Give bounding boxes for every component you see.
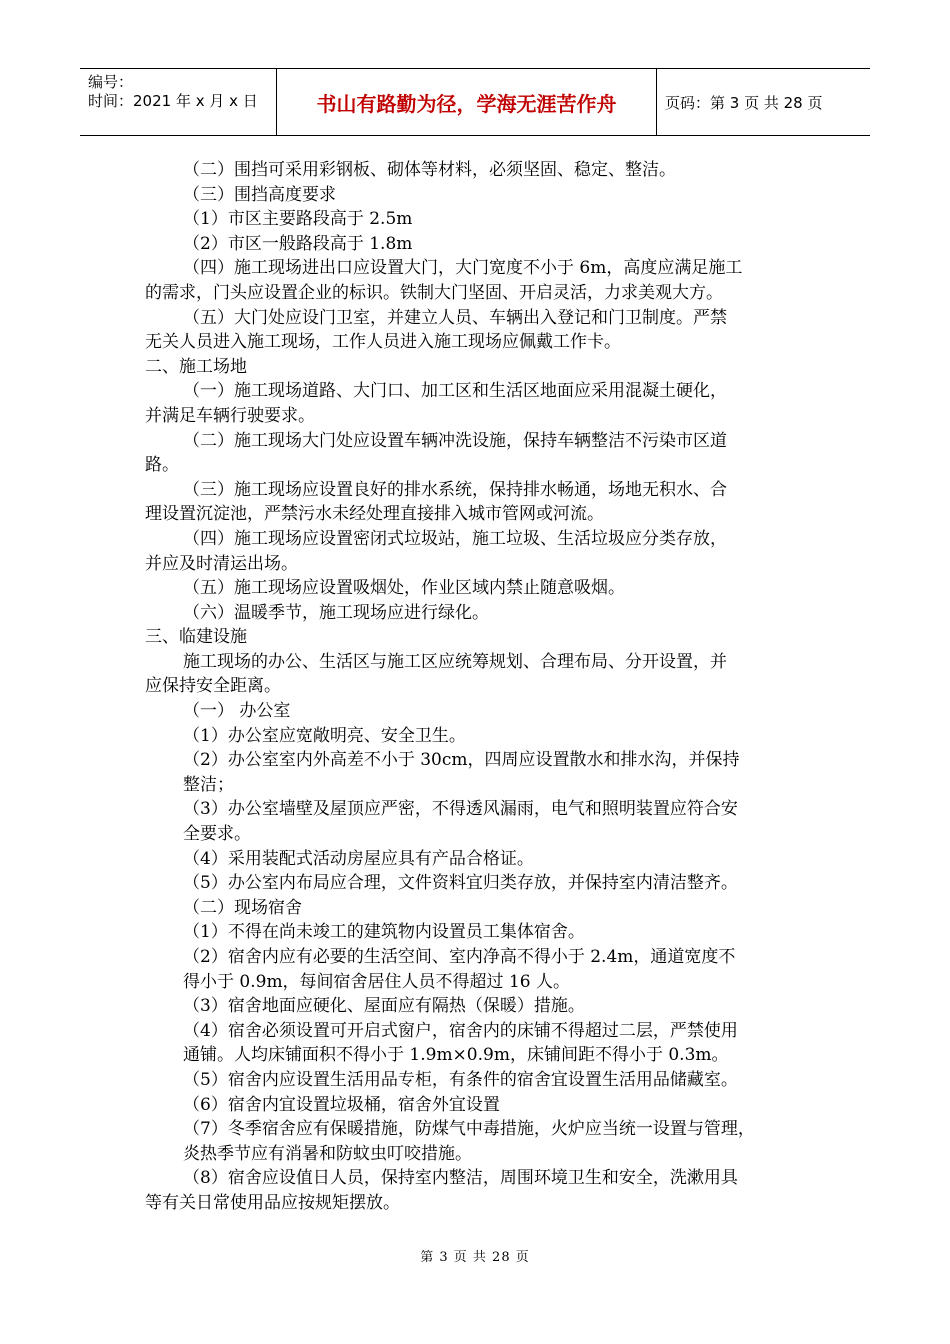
header-meta xyxy=(80,69,277,135)
text-line: 等有关日常使用品应按规矩摆放。 xyxy=(145,1192,400,1213)
text-line: 的需求，门头应设置企业的标识。铁制大门坚固、开启灵活，力求美观大方。 xyxy=(145,282,723,303)
text-line: 并满足车辆行驶要求。 xyxy=(145,405,315,426)
text-line: 整洁； xyxy=(183,774,234,795)
text-line: （3）宿舍地面应硬化、屋面应有隔热（保暖）措施。 xyxy=(183,996,585,1017)
text-line: （三）围挡高度要求 xyxy=(183,184,336,205)
text-line: （6）宿舍内宜设置垃圾桶，宿舍外宜设置 xyxy=(183,1094,500,1115)
header-page-info: 页码：第 3 页 共 28 页 xyxy=(665,93,823,112)
text-line: 三、临建设施 xyxy=(145,627,247,648)
text-line: 得小于 0.9m，每间宿舍居住人员不得超过 16 人。 xyxy=(183,971,570,992)
text-line: （2）办公室室内外高差不小于 30cm，四周应设置散水和排水沟，并保持 xyxy=(183,750,740,771)
text-line: 并应及时清运出场。 xyxy=(145,553,298,574)
text-line: （五）施工现场应设置吸烟处，作业区域内禁止随意吸烟。 xyxy=(183,578,625,599)
text-line: （二）围挡可采用彩钢板、砌体等材料，必须坚固、稳定、整洁。 xyxy=(183,160,676,180)
text-line: 无关人员进入施工现场，工作人员进入施工现场应佩戴工作卡。 xyxy=(145,332,621,353)
text-line: （8）宿舍应设值日人员，保持室内整洁，周围环境卫生和安全，洗漱用具 xyxy=(183,1168,738,1189)
text-line: （2）宿舍内应有必要的生活空间、室内净高不得小于 2.4m，通道宽度不 xyxy=(183,947,736,967)
text-line: （四）施工现场进出口应设置大门，大门宽度不小于 6m，高度应满足施工 xyxy=(183,258,743,279)
text-line: （1）办公室应宽敞明亮、安全卫生。 xyxy=(183,725,466,746)
text-line: （1）市区主要路段高于 2.5m xyxy=(183,209,413,230)
text-line: （二）现场宿舍 xyxy=(183,897,302,918)
page-header xyxy=(80,68,870,136)
text-line: 理设置沉淀池，严禁污水未经处理直接排入城市管网或河流。 xyxy=(145,504,604,525)
text-line: 全要求。 xyxy=(183,824,251,845)
text-line: 通铺。人均床铺面积不得小于 1.9m×0.9m，床铺间距不得小于 0.3m。 xyxy=(183,1045,729,1066)
header-motto: 书山有路勤为径，学海无涯苦作舟 xyxy=(277,69,657,135)
text-line: （4）采用装配式活动房屋应具有产品合格证。 xyxy=(183,848,534,869)
text-line: （5）宿舍内应设置生活用品专柜，有条件的宿舍宜设置生活用品储藏室。 xyxy=(183,1069,738,1090)
text-line: 路。 xyxy=(145,455,179,476)
document-number-label: 编号： xyxy=(88,73,134,91)
text-line: 应保持安全距离。 xyxy=(145,676,281,697)
text-line: （2）市区一般路段高于 1.8m xyxy=(183,233,413,254)
text-line: （二）施工现场大门处应设置车辆冲洗设施，保持车辆整洁不污染市区道 xyxy=(183,430,727,451)
text-line: 炎热季节应有消暑和防蚊虫叮咬措施。 xyxy=(183,1143,472,1164)
text-line: （一）施工现场道路、大门口、加工区和生活区地面应采用混凝土硬化， xyxy=(183,381,727,402)
text-line: 二、施工场地 xyxy=(145,356,247,377)
document-body xyxy=(145,158,809,1216)
text-line: （五）大门处应设门卫室，并建立人员、车辆出入登记和门卫制度。严禁 xyxy=(183,307,727,328)
text-line: （一） 办公室 xyxy=(183,701,291,722)
text-line: （4）宿舍必须设置可开启式窗户，宿舍内的床铺不得超过二层，严禁使用 xyxy=(183,1020,738,1041)
page-footer: 第 3 页 共 28 页 xyxy=(420,1250,530,1265)
text-line: （3）办公室墙壁及屋顶应严密，不得透风漏雨，电气和照明装置应符合安 xyxy=(183,799,738,820)
text-line: （5）办公室内布局应合理，文件资料宜归类存放，并保持室内清洁整齐。 xyxy=(183,873,738,894)
text-line: （四）施工现场应设置密闭式垃圾站，施工垃圾、生活垃圾应分类存放， xyxy=(183,528,727,549)
text-line: （7）冬季宿舍应有保暖措施，防煤气中毒措施，火炉应当统一设置与管理， xyxy=(183,1119,755,1140)
document-date: 时间：2021 年 x 月 x 日 xyxy=(88,92,258,110)
text-line: （三）施工现场应设置良好的排水系统，保持排水畅通，场地无积水、合 xyxy=(183,479,727,500)
text-line: （六）温暖季节，施工现场应进行绿化。 xyxy=(183,602,489,623)
text-line: 施工现场的办公、生活区与施工区应统筹规划、合理布局、分开设置，并 xyxy=(183,651,727,672)
text-line: （1）不得在尚未竣工的建筑物内设置员工集体宿舍。 xyxy=(183,922,585,943)
